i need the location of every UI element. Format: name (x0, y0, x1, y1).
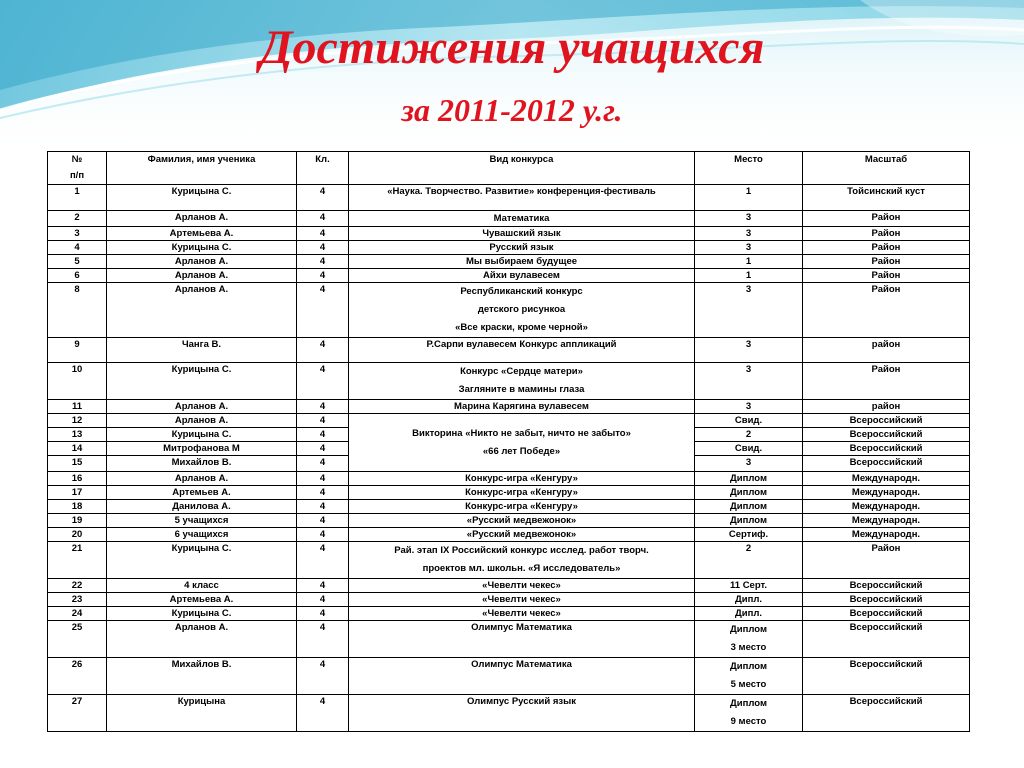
cell-name: Курицына С. (107, 363, 297, 400)
cell-grade: 4 (297, 695, 349, 732)
cell-name: Данилова А. (107, 500, 297, 514)
cell-place (695, 621, 803, 658)
page-title: Достижения учащихся (259, 21, 765, 74)
cell-name: Арланов А. (107, 283, 297, 338)
cell-number: 2 (48, 211, 107, 227)
cell-scale: Международн. (803, 472, 970, 486)
cell-number: 12 (48, 414, 107, 428)
cell-place: Диплом (695, 514, 803, 528)
cell-place: 3 (695, 211, 803, 227)
header-scale: Масштаб (803, 152, 970, 185)
cell-scale: Тойсинский куст (803, 185, 970, 211)
cell-grade: 4 (297, 472, 349, 486)
cell-place: 3 (695, 338, 803, 363)
table-row (48, 269, 970, 283)
cell-grade: 4 (297, 363, 349, 400)
cell-grade: 4 (297, 528, 349, 542)
cell-place-line: Диплом (730, 624, 767, 635)
cell-scale: Район (803, 211, 970, 227)
cell-contest-merged (349, 414, 695, 472)
cell-contest: «Чевелти чекес» (349, 607, 695, 621)
cell-scale: Всероссийский (803, 695, 970, 732)
cell-grade: 4 (297, 593, 349, 607)
cell-number: 22 (48, 579, 107, 593)
table-row (48, 658, 970, 695)
cell-grade: 4 (297, 542, 349, 579)
cell-name: 4 класс (107, 579, 297, 593)
cell-place-line: Диплом (730, 661, 767, 672)
cell-name: Митрофанова М (107, 442, 297, 456)
cell-scale: Международн. (803, 528, 970, 542)
cell-number: 17 (48, 486, 107, 500)
cell-contest: Олимпус Математика (349, 621, 695, 658)
cell-name: Арланов А. (107, 472, 297, 486)
cell-name: Курицына (107, 695, 297, 732)
cell-place: 3 (695, 283, 803, 338)
cell-place: 3 (695, 227, 803, 241)
cell-name: Михайлов В. (107, 456, 297, 472)
cell-scale: Район (803, 283, 970, 338)
cell-grade: 4 (297, 211, 349, 227)
cell-place: Диплом (695, 472, 803, 486)
table-row (48, 607, 970, 621)
cell-place: Свид. (695, 442, 803, 456)
cell-name: Арланов А. (107, 211, 297, 227)
cell-contest-line: детского рисункоа (477, 304, 566, 315)
header-name: Фамилия, имя ученика (107, 152, 297, 185)
cell-contest (349, 363, 695, 400)
cell-place: 2 (695, 428, 803, 442)
cell-scale: Всероссийский (803, 658, 970, 695)
cell-contest-line: Викторина «Никто не забыт, ничто не забыто» (412, 427, 631, 439)
table-row (48, 528, 970, 542)
cell-number: 4 (48, 241, 107, 255)
cell-contest-line: Республиканский конкурс (460, 286, 583, 297)
cell-place: Свид. (695, 414, 803, 428)
cell-contest-line: Загляните в мамины глаза (458, 384, 585, 395)
cell-contest: Чувашский язык (349, 227, 695, 241)
cell-name: Артемьев А. (107, 486, 297, 500)
cell-scale: Всероссийский (803, 579, 970, 593)
table-row (48, 695, 970, 732)
cell-name: Курицына С. (107, 607, 297, 621)
table-row (48, 400, 970, 414)
cell-contest: Конкурс-игра «Кенгуру» (349, 486, 695, 500)
cell-number: 16 (48, 472, 107, 486)
cell-contest: Олимпус Русский язык (349, 695, 695, 732)
table-row (48, 414, 970, 428)
cell-grade: 4 (297, 621, 349, 658)
cell-grade: 4 (297, 579, 349, 593)
cell-place: 1 (695, 255, 803, 269)
cell-scale: Район (803, 363, 970, 400)
cell-contest: «Русский медвежонок» (349, 528, 695, 542)
cell-place-line: 9 место (730, 716, 767, 727)
cell-number: 5 (48, 255, 107, 269)
table-row (48, 542, 970, 579)
cell-place: 1 (695, 269, 803, 283)
achievements-table (47, 151, 970, 732)
cell-grade: 4 (297, 658, 349, 695)
cell-contest-line: «Все краски, кроме черной» (455, 322, 588, 333)
cell-scale: Всероссийский (803, 593, 970, 607)
cell-grade: 4 (297, 607, 349, 621)
header-grade: Кл. (297, 152, 349, 185)
table-row (48, 255, 970, 269)
cell-place: Диплом (695, 500, 803, 514)
cell-name: Арланов А. (107, 414, 297, 428)
cell-place (695, 658, 803, 695)
cell-grade: 4 (297, 500, 349, 514)
cell-number: 25 (48, 621, 107, 658)
cell-place: 3 (695, 241, 803, 255)
cell-place-line: Диплом (730, 698, 767, 709)
cell-number: 15 (48, 456, 107, 472)
cell-number: 9 (48, 338, 107, 363)
table-row (48, 579, 970, 593)
cell-number: 19 (48, 514, 107, 528)
cell-scale: Всероссийский (803, 456, 970, 472)
cell-grade: 4 (297, 185, 349, 211)
achievements-table-wrap (47, 151, 969, 732)
cell-name: Арланов А. (107, 621, 297, 658)
cell-scale: Всероссийский (803, 428, 970, 442)
cell-scale: Район (803, 542, 970, 579)
cell-place: Диплом (695, 486, 803, 500)
table-row (48, 211, 970, 227)
table-row (48, 363, 970, 400)
cell-contest: Русский язык (349, 241, 695, 255)
cell-name: Михайлов В. (107, 658, 297, 695)
table-row (48, 241, 970, 255)
cell-scale: Район (803, 255, 970, 269)
cell-scale: Всероссийский (803, 442, 970, 456)
cell-contest: «Чевелти чекес» (349, 593, 695, 607)
cell-contest-line: Конкурс «Сердце матери» (460, 366, 583, 377)
cell-grade: 4 (297, 400, 349, 414)
cell-grade: 4 (297, 514, 349, 528)
cell-name: Арланов А. (107, 269, 297, 283)
cell-place: 3 (695, 400, 803, 414)
cell-scale: Международн. (803, 486, 970, 500)
cell-place: Дипл. (695, 607, 803, 621)
header-place: Место (695, 152, 803, 185)
cell-scale: Район (803, 241, 970, 255)
cell-contest: «Наука. Творчество. Развитие» конференция-фестиваль (349, 185, 695, 211)
table-row (48, 227, 970, 241)
cell-name: Артемьева А. (107, 593, 297, 607)
cell-number: 23 (48, 593, 107, 607)
cell-number: 21 (48, 542, 107, 579)
cell-name: Курицына С. (107, 185, 297, 211)
cell-number: 10 (48, 363, 107, 400)
cell-grade: 4 (297, 456, 349, 472)
cell-contest-line: проектов мл. школьн. «Я исследователь» (422, 563, 621, 574)
cell-number: 1 (48, 185, 107, 211)
cell-number: 18 (48, 500, 107, 514)
cell-place (695, 695, 803, 732)
cell-contest: Айхи вулавесем (349, 269, 695, 283)
cell-place: 11 Серт. (695, 579, 803, 593)
cell-contest-line: Рай. этап IX Российский конкурс исслед. работ творч. (394, 545, 649, 556)
table-row (48, 500, 970, 514)
table-row (48, 185, 970, 211)
table-row (48, 621, 970, 658)
cell-scale: Международн. (803, 514, 970, 528)
cell-place: 1 (695, 185, 803, 211)
cell-number: 11 (48, 400, 107, 414)
cell-place-line: 3 место (730, 642, 767, 653)
cell-grade: 4 (297, 428, 349, 442)
cell-number: 13 (48, 428, 107, 442)
cell-contest: Марина Карягина вулавесем (349, 400, 695, 414)
cell-name: Чанга В. (107, 338, 297, 363)
table-row (48, 472, 970, 486)
table-row (48, 338, 970, 363)
cell-number: 6 (48, 269, 107, 283)
cell-place: 2 (695, 542, 803, 579)
cell-number: 24 (48, 607, 107, 621)
cell-scale: Всероссийский (803, 414, 970, 428)
cell-number: 8 (48, 283, 107, 338)
table-row (48, 514, 970, 528)
cell-contest: Р.Сарпи вулавесем Конкурс аппликаций (349, 338, 695, 363)
cell-scale: Международн. (803, 500, 970, 514)
cell-number: 3 (48, 227, 107, 241)
cell-scale: район (803, 400, 970, 414)
cell-grade: 4 (297, 255, 349, 269)
cell-place-line: 5 место (730, 679, 767, 690)
cell-scale: Район (803, 227, 970, 241)
cell-grade: 4 (297, 414, 349, 428)
cell-contest: «Чевелти чекес» (349, 579, 695, 593)
cell-contest: Мы выбираем будущее (349, 255, 695, 269)
table-row (48, 283, 970, 338)
cell-contest: Конкурс-игра «Кенгуру» (349, 500, 695, 514)
cell-contest (349, 283, 695, 338)
cell-name: 5 учащихся (107, 514, 297, 528)
cell-place: 3 (695, 456, 803, 472)
cell-contest: Конкурс-игра «Кенгуру» (349, 472, 695, 486)
cell-name: Арланов А. (107, 400, 297, 414)
cell-grade: 4 (297, 486, 349, 500)
cell-contest: Математика (349, 211, 695, 227)
cell-grade: 4 (297, 338, 349, 363)
cell-scale: район (803, 338, 970, 363)
cell-number: 14 (48, 442, 107, 456)
cell-number: 26 (48, 658, 107, 695)
cell-name: Курицына С. (107, 542, 297, 579)
cell-grade: 4 (297, 241, 349, 255)
cell-contest-line: «66 лет Победе» (482, 445, 561, 457)
cell-contest: Олимпус Математика (349, 658, 695, 695)
header-number (48, 152, 107, 185)
cell-number: 20 (48, 528, 107, 542)
cell-name: Курицына С. (107, 428, 297, 442)
table-header-row (48, 152, 970, 185)
cell-grade: 4 (297, 283, 349, 338)
table-row (48, 593, 970, 607)
cell-number: 27 (48, 695, 107, 732)
page-subtitle: за 2011-2012 у.г. (401, 92, 623, 128)
cell-grade: 4 (297, 269, 349, 283)
header-number-line2: п/п (69, 170, 85, 181)
cell-contest (349, 542, 695, 579)
cell-scale: Район (803, 269, 970, 283)
header-contest: Вид конкурса (349, 152, 695, 185)
cell-place: Дипл. (695, 593, 803, 607)
cell-scale: Всероссийский (803, 607, 970, 621)
cell-name: 6 учащихся (107, 528, 297, 542)
cell-place: Сертиф. (695, 528, 803, 542)
cell-place: 3 (695, 363, 803, 400)
cell-scale: Всероссийский (803, 621, 970, 658)
cell-grade: 4 (297, 227, 349, 241)
cell-name: Артемьева А. (107, 227, 297, 241)
cell-name: Курицына С. (107, 241, 297, 255)
table-row (48, 486, 970, 500)
header-number-line1: № (71, 154, 83, 165)
cell-contest: «Русский медвежонок» (349, 514, 695, 528)
cell-grade: 4 (297, 442, 349, 456)
cell-name: Арланов А. (107, 255, 297, 269)
